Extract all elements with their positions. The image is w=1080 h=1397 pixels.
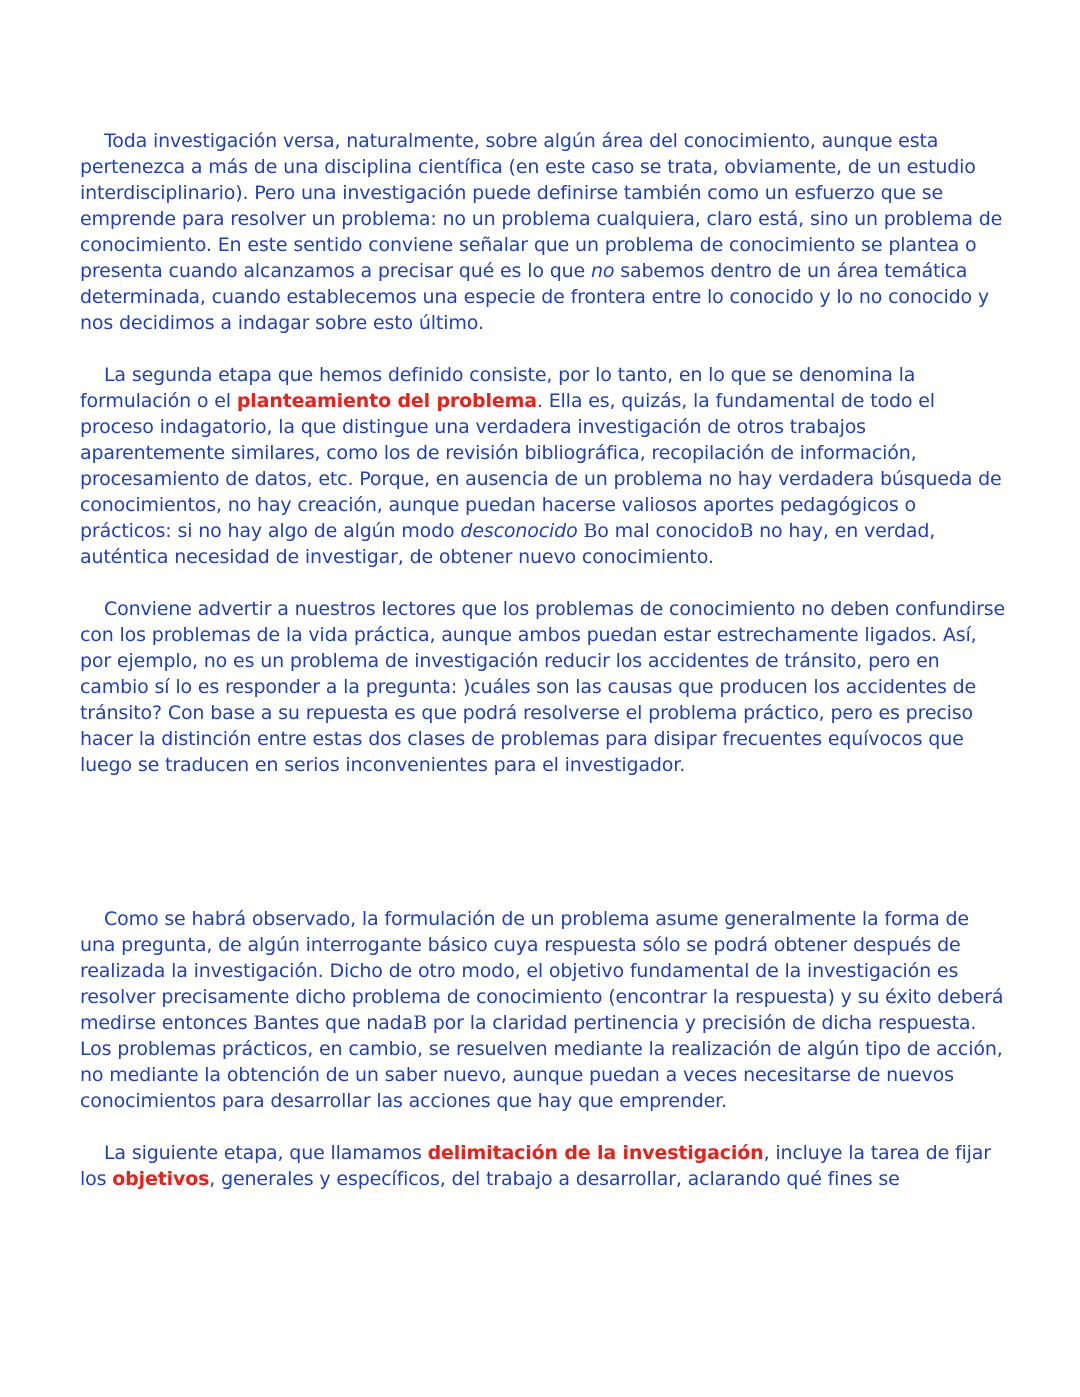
- paragraph-2-text-a: La segunda etapa que hemos definido consiste, por lo tanto, en lo que se denomina la formulación o el: [80, 364, 916, 412]
- paragraph-4-text-a: Como se habrá observado, la formulación de un problema asume generalmente la forma de una pregunta, de algún interrogante básico cuya respuesta sólo se podrá obtener después de realizada la investigación. Dicho de otro modo, el objetivo fundamental de la investigación es resolver precisamente dicho problema de conocimiento (encontrar la respuesta) y su éxito deberá medirse entonces: [80, 908, 1004, 1034]
- highlight-planteamiento-del-problema: planteamiento del problema: [236, 390, 537, 412]
- paragraph-4: [80, 906, 1010, 1114]
- paragraph-5: [80, 1140, 1010, 1192]
- paragraph-2-dash-glyph-1: B: [583, 520, 598, 542]
- paragraph-2-text-d: o mal conocido: [597, 520, 740, 542]
- paragraph-3: [80, 596, 1010, 778]
- paragraph-2-dash-glyph-2: B: [739, 520, 754, 542]
- paragraph-1-text-a: Toda investigación versa, naturalmente, sobre algún área del conocimiento, aunque esta pertenezca a más de una disciplina científica (en este caso se trata, obviamente, de un estudio interdisciplinario). Pero una investigación puede definirse también como un esfuerzo que se emprende para resolver un problema: no un problema cualquiera, claro está, sino un problema de conocimiento. En este sentido conviene señalar que un problema de conocimiento se plantea o presenta cuando alcanzamos a precisar qué es lo que: [80, 130, 1003, 282]
- paragraph-1: [80, 128, 1010, 336]
- paragraph-3-text: Conviene advertir a nuestros lectores que los problemas de conocimiento no deben confundirse con los problemas de la vida práctica, aunque ambos puedan estar estrechamente ligados. Así, por ejemplo, no es un problema de investigación reducir los accidentes de tránsito, pero en cambio sí lo es responder a la pregunta: )cuáles son las causas que producen los accidentes de tránsito? Con base a su repuesta es que podrá resolverse el problema práctico, pero es preciso hacer la distinción entre estas dos clases de problemas para disipar frecuentes equívocos que luego se traducen en serios inconvenientes para el investigador.: [80, 598, 1006, 776]
- highlight-delimitacion-de-la-investigacion: delimitación de la investigación: [427, 1142, 764, 1164]
- paragraph-4-dash-glyph-2: B: [413, 1012, 427, 1034]
- paragraph-2-text-b: . Ella es, quizás, la fundamental de todo el proceso indagatorio, la que distingue una verdadera investigación de otros trabajos aparentemente similares, como los de revisión bibliográfica, recopilación de información, procesamiento de datos, etc. Porque, en ausencia de un problema no hay verdadera búsqueda de conocimientos, no hay creación, aunque puedan hacerse valiosos aportes pedagógicos o prácticos: si no hay algo de algún modo: [80, 390, 1002, 542]
- highlight-objetivos: objetivos: [112, 1168, 210, 1190]
- document-page: [80, 128, 1010, 1192]
- paragraph-5-text-a: La siguiente etapa, que llamamos: [104, 1142, 428, 1164]
- paragraph-5-text-b: , incluye la tarea de fijar los: [80, 1142, 991, 1190]
- paragraph-1-emphasis: no: [590, 260, 615, 282]
- paragraph-2-emphasis: desconocido: [460, 520, 578, 542]
- paragraph-4-dash-glyph-1: B: [253, 1012, 268, 1034]
- paragraph-5-text-c: , generales y específicos, del trabajo a desarrollar, aclarando qué fines se: [209, 1168, 900, 1190]
- paragraph-2-text-e: no hay, en verdad, auténtica necesidad de investigar, de obtener nuevo conocimiento.: [80, 520, 936, 568]
- paragraph-2: [80, 362, 1010, 570]
- page-break-gap: [80, 778, 1010, 906]
- paragraph-4-text-c: por la claridad pertinencia y precisión de dicha respuesta. Los problemas prácticos, en cambio, se resuelven mediante la realización de algún tipo de acción, no mediante la obtención de un saber nuevo, aunque puedan a veces necesitarse de nuevos conocimientos para desarrollar las acciones que hay que emprender.: [80, 1012, 1003, 1112]
- paragraph-4-text-b: antes que nada: [267, 1012, 414, 1034]
- paragraph-1-text-b: sabemos dentro de un área temática determinada, cuando establecemos una especie de frontera entre lo conocido y lo no conocido y nos decidimos a indagar sobre esto último.: [80, 260, 990, 334]
